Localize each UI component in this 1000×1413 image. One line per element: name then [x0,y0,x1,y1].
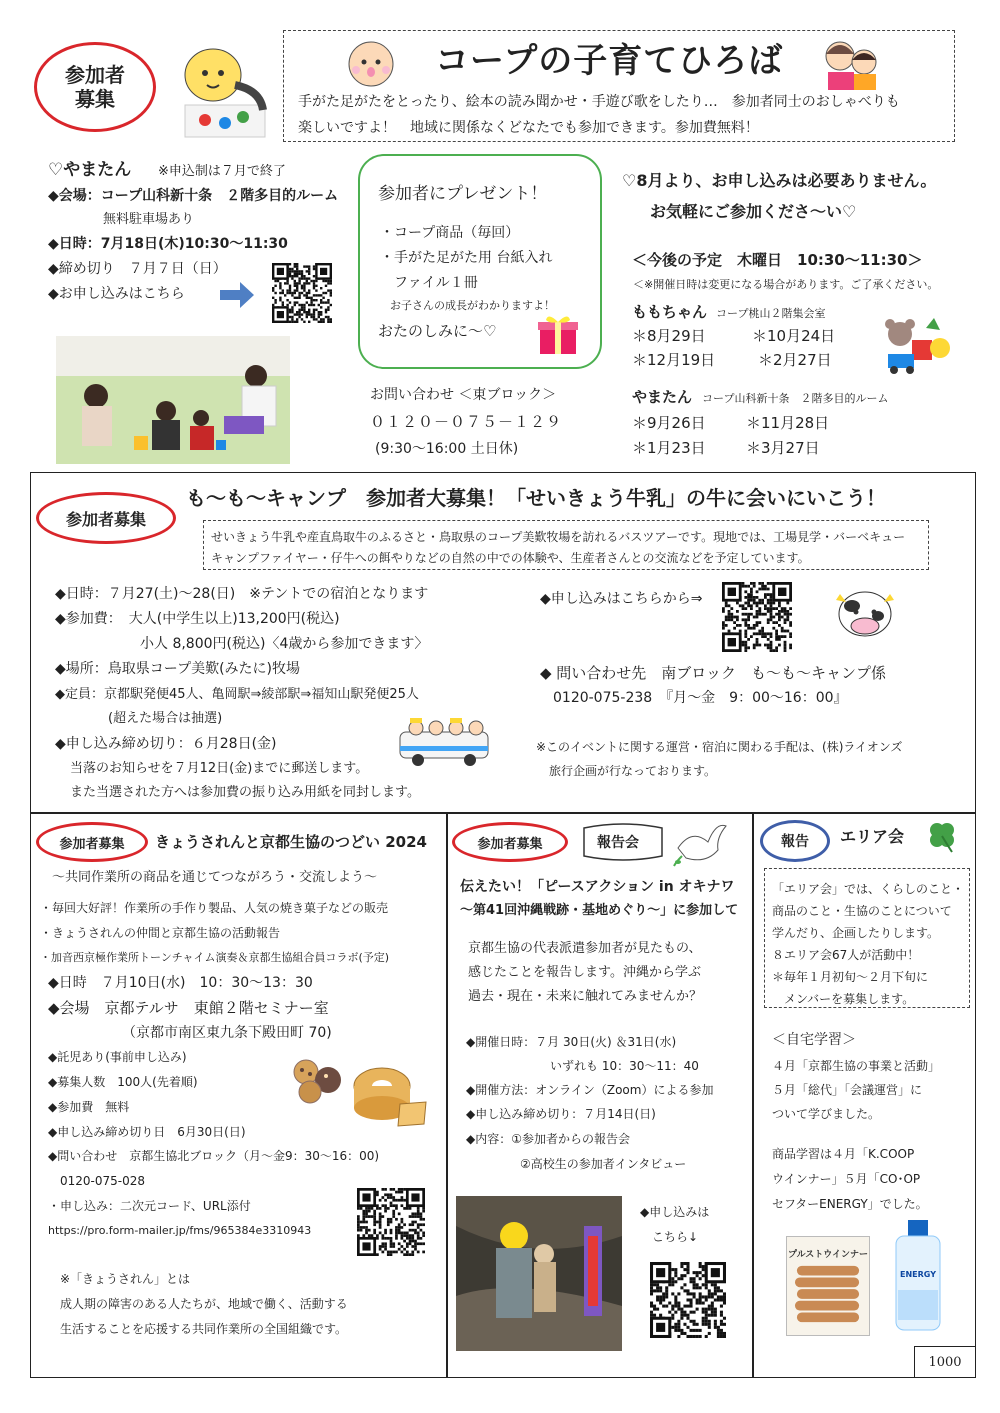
kyousan-apply: ・申し込み：二次元コード、URL添付 [48,1199,251,1213]
peace-date-1: ◆開催日時：７月 30日(火) ＆31日(水) [466,1035,677,1049]
area-badge-text: 報告 [781,834,809,850]
camp-notify-1: 当落のお知らせを７月12日(金)までに郵送します。 [70,761,369,776]
detergent-bottle [892,1220,944,1332]
kyousan-deadline: ◆申し込み締め切り日 6月30日(日) [48,1125,246,1139]
bus-icon [398,716,490,768]
peace-subtitle: ～第41回沖縄戦跡・基地めぐり～」に参加して [460,903,739,918]
aug-notice-line1: ♡8月より、お申し込みは必要ありません。 [622,171,937,190]
yama-date-3: ＊1月23日 [632,439,706,457]
area-box-4: ８エリア会67人が活動中！ [772,948,920,962]
top-intro-line1: 手がた足がたをとったり、絵本の読み聞かせ・手遊び歌をしたり… 参加者同士のおしゃべりも [298,94,900,110]
present-item-2: ・手がた足がた用 台紙入れ [380,250,553,266]
bottom-divider-left [446,812,448,1378]
dove-icon [672,818,730,868]
yamatan-datetime: ◆日時：7月18日(木)10:30～11:30 [48,236,288,252]
kyousan-capacity: ◆募集人数 100人(先着順) [48,1075,198,1089]
contact-hours: (9:30～16:00 土日休) [375,441,519,457]
camp-deadline: ◆申し込み締め切り：６月28日(金) [55,736,277,752]
page-number: 1000 [928,1354,962,1370]
sausage-package [786,1236,870,1336]
peace-intro-1: 京都生協の代表派遣参加者が見たもの、 [468,941,702,956]
peace-qr-code[interactable] [650,1262,726,1338]
top-intro-line2: 楽しいですよ！ 地域に関係なくどなたでも参加できます。参加費無料！ [298,120,759,136]
kyousan-contact: ◆問い合わせ 京都生協北ブロック（月～金9：30～16：00) [48,1149,380,1163]
childcare-photo [56,336,290,464]
kyousan-bullet-1: ・毎回大好評！作業所の手作り製品、人気の焼き菓子などの販売 [40,901,389,915]
area-box-5: ＊毎年１月初旬～２月下旬に [772,970,929,984]
bottom-divider-horizontal [30,812,976,814]
yamatan-parking: 無料駐車場あり [103,212,195,227]
kyousan-address: （京都市南区東九条下殿田町 70) [122,1025,332,1041]
recruit-badge-line2: 募集 [75,87,115,111]
toys-icon [882,318,952,374]
area-title: エリア会 [840,827,905,846]
camp-badge [36,492,176,544]
contact-tel[interactable]: ０１２０－０７５－１２９ [370,413,563,431]
kyousan-url[interactable]: https://pro.form-mailer.jp/fms/965384e3310943 [48,1224,312,1237]
sausage-package-label: プルストウインナー [787,1250,869,1260]
area-box-6: メンバーを募集します。 [784,992,915,1006]
camp-apply: ◆申し込みはこちらから⇒ [540,591,703,607]
yamatan-note: ※申込制は７月で終了 [158,164,286,179]
okinawa-cave-photo [456,1196,622,1351]
momo-date-4: ＊2月27日 [758,351,832,369]
peace-intro-3: 過去・現在・未来に触れてみませんか？ [468,989,703,1004]
area-product-3: セフターENERGY」でした。 [772,1197,928,1211]
yama-date-1: ＊9月26日 [632,414,706,432]
area-box-2: 商品のこと・生協のことについて [772,904,952,918]
camp-fee-child: 小人 8,800円(税込)〈4歳から参加できます〉 [140,636,429,652]
bottom-divider-right [752,812,754,1378]
camp-capacity: ◆定員：京都駅発便45人、亀岡駅⇒綾部駅⇒福知山駅発便25人 [55,687,419,702]
area-study-title: ＜自宅学習＞ [772,1032,856,1048]
contact-label: お問い合わせ ＜東ブロック＞ [370,387,557,403]
kyousan-subtitle: ～共同作業所の商品を通じてつながろう・交流しよう～ [52,870,378,885]
yama-place: コープ山科新十条 ２階多目的ルーム [702,392,889,405]
present-note: お子さんの成長がわかりますよ！ [390,299,555,312]
camp-contact: ◆ 問い合わせ先 南ブロック も～も～キャンプ係 [540,664,887,682]
momo-date-3: ＊12月19日 [632,351,716,369]
kyousan-qr-code[interactable] [356,1188,426,1256]
present-item-1: ・コープ商品（毎回） [380,225,520,241]
area-box-3: 学んだり、企画したりします。 [772,926,940,940]
peace-content-2: ②高校生の参加者インタビュー [520,1157,687,1171]
baumkuchen-icon [352,1064,428,1130]
detergent-bottle-label: ENERGY [900,1270,936,1279]
peace-badge [452,822,568,862]
kyousan-fee: ◆参加費 無料 [48,1100,130,1114]
kyousan-childcare: ◆託児あり(事前申し込み) [48,1050,187,1064]
area-study-1: ４月「京都生協の事業と活動」 [772,1059,941,1073]
schedule-title: ＜今後の予定 木曜日 10:30～11:30＞ [632,251,923,269]
cookies-icon [290,1058,346,1104]
present-title: 参加者にプレゼント！ [378,184,548,204]
momo-place: コープ桃山２階集会室 [716,307,826,320]
kyousan-note-1: 成人期の障害のある人たちが、地域で働く、活動する [60,1297,348,1311]
peace-apply-1: ◆申し込みは [640,1205,710,1219]
peace-deadline: ◆申し込み締め切り：７月14日(日) [466,1107,656,1121]
baby-illustration [165,35,275,140]
area-box-1: 「エリア会」では、くらしのこと・ [772,882,965,896]
report-banner-text: 報告会 [597,835,639,851]
yama-date-2: ＊11月28日 [746,414,830,432]
peace-badge-text: 参加者募集 [477,836,543,852]
yamatan-apply: ◆お申し込みはこちら [48,286,185,302]
camp-capacity-note: (超えた場合は抽選) [108,711,223,726]
kyousan-badge-text: 参加者募集 [59,836,125,852]
kyousan-title: きょうされんと京都生協のつどい 2024 [155,833,427,851]
cow-icon [832,586,898,642]
kyousan-venue: ◆会場 京都テルサ 東館２階セミナー室 [48,999,329,1017]
present-item-3: ファイル１冊 [394,275,478,291]
kyousan-note-title: ※「きょうされん」とは [60,1272,191,1286]
momo-date-2: ＊10月24日 [752,327,836,345]
kyousan-badge [36,822,148,862]
camp-place: ◆場所：鳥取県コープ美歎(みたに)牧場 [55,661,300,677]
recruit-badge-line1: 参加者 [65,63,125,87]
yamatan-qr-code[interactable] [272,262,332,324]
peace-intro-2: 感じたことを報告します。沖縄から学ぶ [468,965,701,980]
yamatan-deadline: ◆締め切り ７月７日（日） [48,261,227,277]
page-number-box [914,1346,976,1378]
baby-face-icon [340,38,402,88]
camp-intro-line1: せいきょう牛乳や産直鳥取牛のふるさと・鳥取県のコープ美歎牧場を訪れるバスツアーです。現地では、工場見学・バーベキュー [211,530,906,544]
present-end: おたのしみに～♡ [378,322,497,340]
camp-intro-line2: キャンプファイヤー・仔牛への餌やりなどの自然の中での体験や、生産者さんとの交流などを予定しています。 [211,551,810,565]
kyousan-tel[interactable]: 0120-075-028 [60,1174,146,1188]
kyousan-bullet-2: ・きょうされんの仲間と京都生協の活動報告 [40,926,281,940]
area-study-2: ５月「総代」「会議運営」に [772,1083,923,1097]
peace-date-2: いずれも 10：30～11：40 [550,1059,699,1073]
camp-contact-tel[interactable]: 0120-075-238 『月～金 9：00～16：00』 [553,690,848,706]
parent-child-icon [818,36,884,90]
top-title: コープの子育てひろば [435,41,784,81]
peace-title: 伝えたい！「ピースアクション in オキナワ [460,879,735,895]
yamatan-title: ♡やまたん [48,160,132,180]
gift-icon [536,312,580,356]
peace-content-1: ◆内容：①参加者からの報告会 [466,1132,630,1146]
camp-date: ◆日時：７月27(土)～28(日) ※テントでの宿泊となります [55,586,429,602]
clover-icon [924,818,960,854]
area-product-2: ウインナー」５月「CO･OP [772,1172,921,1186]
peace-method: ◆開催方法：オンライン（Zoom）による参加 [466,1083,714,1097]
area-product-1: 商品学習は４月「K.COOP [772,1147,915,1161]
area-study-3: ついて学びました。 [772,1107,881,1121]
momo-date-1: ＊8月29日 [632,327,706,345]
yama-name: やまたん [632,388,693,406]
recruit-badge [34,42,156,132]
arrow-right-icon [220,282,254,308]
kyousan-bullet-3: ・加音西京極作業所トーンチャイム演奏＆京都生協組合員コラボ(予定) [40,951,390,964]
camp-qr-code[interactable] [722,582,792,652]
aug-notice-line2: お気軽にご参加くださ～い♡ [650,202,857,221]
camp-badge-text: 参加者募集 [65,509,146,529]
kyousan-note-2: 生活することを応援する共同作業所の全国組織です。 [60,1322,348,1336]
momo-name: ももちゃん [632,303,708,321]
camp-title: も～も～キャンプ 参加者大募集！「せいきょう牛乳」の牛に会いにいこう！ [186,486,886,510]
kyousan-date: ◆日時 ７月10日(水) 10：30～13：30 [48,975,313,991]
camp-note-1: ※このイベントに関する運営・宿泊に関わる手配は、(株)ライオンズ [536,740,903,754]
schedule-note: ＜※開催日時は変更になる場合があります。ご了承ください。 [633,278,939,291]
camp-notify-2: また当選された方へは参加費の振り込み用紙を同封します。 [70,785,420,800]
yama-date-4: ＊3月27日 [746,439,820,457]
yamatan-venue: ◆会場：コープ山科新十条 ２階多目的ルーム [48,188,339,204]
peace-apply-2: こちら↓ [652,1230,699,1244]
camp-fee-adult: ◆参加費： 大人(中学生以上)13,200円(税込) [55,611,340,627]
area-badge [760,820,830,862]
camp-note-2: 旅行企画が行なっております。 [549,764,717,778]
